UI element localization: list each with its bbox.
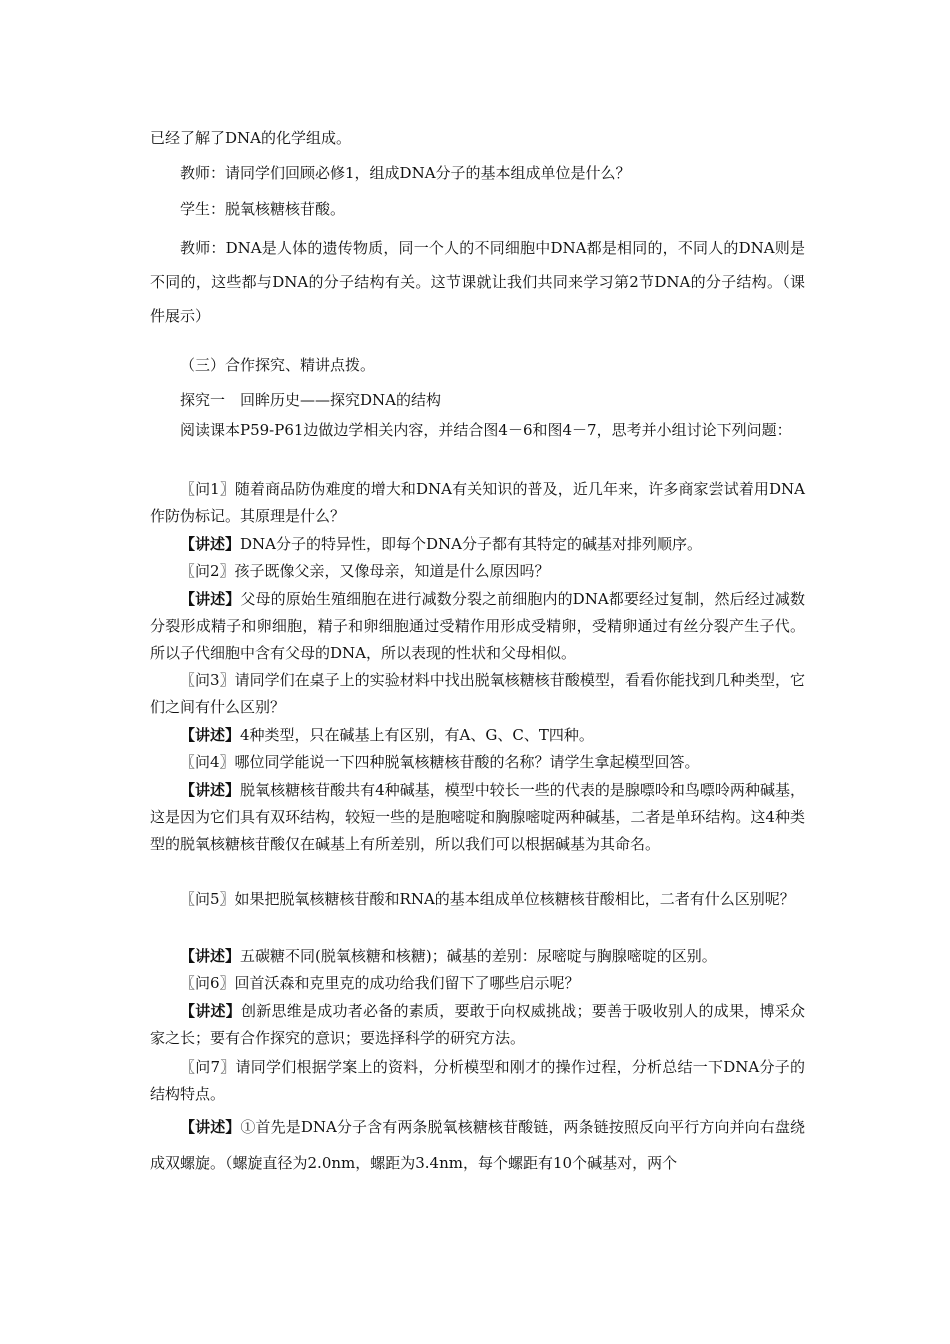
answer-label: 【讲述】 [180,947,241,965]
answer-text: DNA分子的特异性，即每个DNA分子都有其特定的碱基对排列顺序。 [240,535,702,553]
question-6: 〖问6〗回首沃森和克里克的成功给我们留下了哪些启示呢？ [180,974,580,992]
answer-text: 父母的原始生殖细胞在进行减数分裂之前细胞内的DNA都要经过复制，然后经过减数分裂形成精子和卵细胞，精子和卵细胞通过受精作用形成受精卵，受精卵通过有丝分裂产生子代。所以子代细胞中含有父母的DNA，所以表现的性状和父母相似。 [150,590,805,662]
question-4: 〖问4〗哪位同学能说一下四种脱氧核糖核苷酸的名称？请学生拿起模型回答。 [180,753,700,771]
answer-text: 创新思维是成功者必备的素质，要敢于向权威挑战；要善于吸收别人的成果，博采众家之长；要有合作探究的意识；要选择科学的研究方法。 [150,1002,805,1047]
answer-label: 【讲述】 [180,590,241,608]
question-2: 〖问2〗孩子既像父亲，又像母亲，知道是什么原因吗？ [180,562,550,580]
answer-7 [150,1109,805,1181]
answer-2 [150,586,805,667]
paragraph-teacher-question: 教师：请同学们回顾必修1，组成DNA分子的基本组成单位是什么？ [180,164,631,182]
answer-text: 脱氧核糖核苷酸共有4种碱基，模型中较长一些的代表的是腺嘌呤和鸟嘌呤两种碱基，这是因为它们具有双环结构，较短一些的是胞嘧啶和胸腺嘧啶两种碱基，二者是单环结构。这4种类型的脱氧核糖核苷酸仅在碱基上有所差别，所以我们可以根据碱基为其命名。 [150,781,805,853]
paragraph-teacher-intro: 教师：DNA是人体的遗传物质，同一个人的不同细胞中DNA都是相同的，不同人的DNA则是不同的，这些都与DNA的分子结构有关。这节课就让我们共同来学习第2节DNA的分子结构。（课件展示） [150,239,805,325]
answer-text: 4种类型，只在碱基上有区别，有A、G、C、T四种。 [240,726,594,744]
answer-label: 【讲述】 [180,1118,241,1136]
answer-6 [150,998,805,1052]
question-1: 〖问1〗随着商品防伪难度的增大和DNA有关知识的普及，近几年来，许多商家尝试着用DNA作防伪标记。其原理是什么？ [150,480,805,525]
question-3: 〖问3〗请同学们在桌子上的实验材料中找出脱氧核糖核苷酸模型，看看你能找到几种类型，它们之间有什么区别？ [150,671,805,716]
paragraph-student-answer: 学生：脱氧核糖核苷酸。 [180,200,346,218]
answer-text: ①首先是DNA分子含有两条脱氧核糖核苷酸链，两条链按照反向平行方向并向右盘绕成双螺旋。（螺旋直径为2.0nm，螺距为3.4nm，每个螺距有10个碱基对，两个 [150,1118,805,1172]
answer-label: 【讲述】 [180,726,241,744]
answer-label: 【讲述】 [180,781,241,799]
question-7: 〖问7〗请同学们根据学案上的资料，分析模型和刚才的操作过程，分析总结一下DNA分子的结构特点。 [150,1058,805,1103]
paragraph-intro: 已经了解了DNA的化学组成。 [150,129,351,147]
paragraph-reading-task: 阅读课本P59-P61边做边学相关内容，并结合图4－6和图4－7，思考并小组讨论下列问题： [180,421,792,439]
answer-text: 五碳糖不同(脱氧核糖和核糖)；碱基的差别：尿嘧啶与胸腺嘧啶的区别。 [240,947,717,965]
answer-label: 【讲述】 [180,1002,241,1020]
answer-4 [150,777,805,858]
subsection-heading: 探究一 回眸历史——探究DNA的结构 [180,391,441,409]
section-heading: （三）合作探究、精讲点拨。 [180,356,376,374]
question-5: 〖问5〗如果把脱氧核糖核苷酸和RNA的基本组成单位核糖核苷酸相比，二者有什么区别呢？ [180,890,795,908]
answer-3 [150,722,805,749]
answer-1 [150,531,805,558]
answer-5 [150,943,805,970]
answer-label: 【讲述】 [180,535,241,553]
